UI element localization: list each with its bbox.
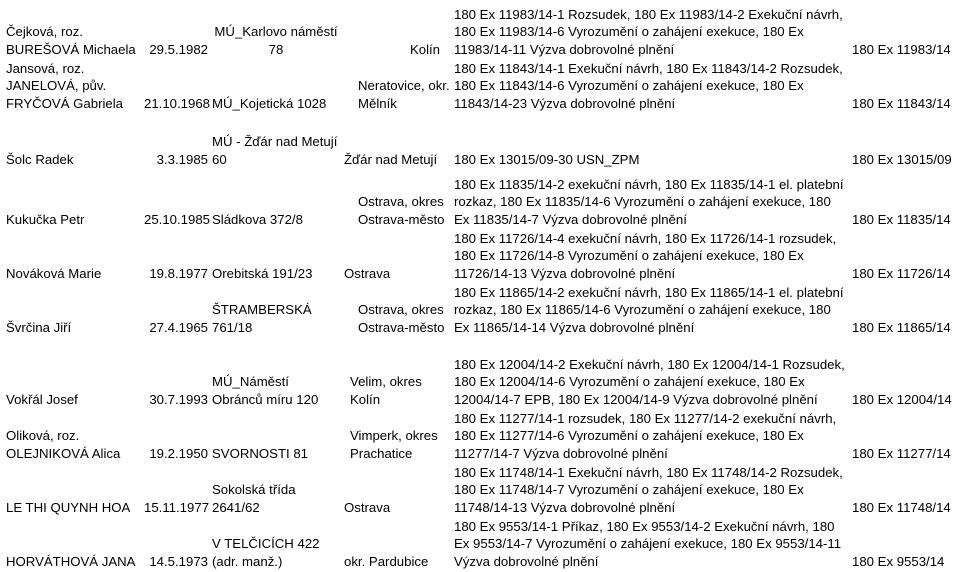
address: Orebitská 191/23 [212,265,313,281]
file-number: 180 Ex 11865/14 [852,319,951,335]
table-row [0,58,960,112]
debtor-name: HORVÁTHOVÁ JANA [6,553,136,569]
address: SVORNOSTI 81 [212,445,309,461]
table-row [0,336,960,408]
file-number: 180 Ex 11277/14 [852,445,951,461]
address: Sokolská třída 2641/62 [212,482,296,515]
city: Ostrava [344,265,391,281]
city: Ostrava, okres Ostrava-město [358,302,445,335]
execution-documents: 180 Ex 11726/14-4 exekuční návrh, 180 Ex 11726/14-1 rozsudek, 180 Ex 11726/14-8 Vyrozumění o zahájení exekuce, 180 Ex 11726/14-13 Výzva dobrovolné plnění [454,230,837,281]
debtor-name: LE THI QUYNH HOA [6,499,131,515]
file-number: 180 Ex 11726/14 [852,265,951,281]
table-row [0,408,960,462]
address: Sládkova 372/8 [212,211,303,227]
file-number: 180 Ex 13015/09 [852,151,952,167]
city: Ostrava [344,499,391,515]
table-row [0,174,960,228]
debtor-name: Kukučka Petr [6,211,85,227]
address: V TELČICÍCH 422 (adr. manž.) [212,536,320,569]
address: MÚ_Karlovo náměstí 78 [214,24,338,57]
execution-documents: 180 Ex 12004/14-2 Exekuční návrh, 180 Ex 12004/14-1 Rozsudek, 180 Ex 12004/14-6 Vyrozumění o zahájení exekuce, 180 Ex 12004/14-7 EPB, 180 Ex 12004/14-9 Výzva dobrovolné plnění [454,356,845,407]
execution-documents: 180 Ex 9553/14-1 Příkaz, 180 Ex 9553/14-2 Exekuční návrh, 180 Ex 9553/14-7 Vyrozumění o zahájení exekuce, 180 Ex 9553/14-11 Výzva dobrovolné plnění [454,518,842,569]
execution-documents: 180 Ex 13015/09-30 USN_ZPM [454,151,640,167]
execution-documents: 180 Ex 11983/14-1 Rozsudek, 180 Ex 11983/14-2 Exekuční návrh, 180 Ex 11983/14-6 Vyrozumění o zahájení exekuce, 180 Ex 11983/14-11 Výzva dobrovolné plnění [454,6,843,57]
table-row [0,130,960,168]
table-row [0,462,960,516]
file-number: 180 Ex 9553/14 [852,553,945,569]
birth-date: 25.10.1985 [144,211,210,227]
file-number: 180 Ex 11843/14 [852,95,951,111]
execution-documents: 180 Ex 11835/14-2 exekuční návrh, 180 Ex 11835/14-1 el. platební rozkaz, 180 Ex 11835/14-6 Vyrozumění o zahájení exekuce, 180 Ex 11835/14-7 Výzva dobrovolné plnění [454,176,844,227]
city: okr. Pardubice [344,553,429,569]
row-spacer [0,112,960,130]
birth-date: 29.5.1982 [149,41,208,57]
debtor-name: Vokřál Josef [6,391,78,407]
birth-date: 30.7.1993 [149,391,208,407]
execution-documents: 180 Ex 11865/14-2 exekuční návrh, 180 Ex 11865/14-1 el. platební rozkaz, 180 Ex 11865/14-6 Vyrozumění o zahájení exekuce, 180 Ex 11865/14-14 Výzva dobrovolné plnění [454,284,844,335]
debtor-name: Jansová, roz. JANELOVÁ, pův. FRYČOVÁ Gabriela [6,60,124,111]
address: MÚ - Žďár nad Metují 60 [212,134,338,167]
table-row [0,0,960,58]
debtor-name: Šolc Radek [6,151,74,167]
city: Vimperk, okres Prachatice [350,428,438,461]
city: Velim, okres Kolín [350,374,422,407]
debtor-name: Švrčina Jiří [6,319,72,335]
debtor-name: Nováková Marie [6,265,102,281]
debtor-name: Oliková, roz. OLEJNIKOVÁ Alica [6,428,121,461]
birth-date: 21.10.1968 [144,95,210,111]
file-number: 180 Ex 11835/14 [852,211,951,227]
table-row [0,516,960,570]
file-number: 180 Ex 11983/14 [852,41,951,57]
address: MÚ_Kojetická 1028 [212,95,327,111]
city: Kolín [409,41,440,57]
debtor-name: Čejková, roz. BUREŠOVÁ Michaela [6,24,136,57]
birth-date: 3.3.1985 [156,151,208,167]
execution-documents: 180 Ex 11748/14-1 Exekuční návrh, 180 Ex 11748/14-2 Rozsudek, 180 Ex 11748/14-7 Vyrozumění o zahájení exekuce, 180 Ex 11748/14-13 Výzva dobrovolné plnění [454,464,843,515]
table-row [0,228,960,282]
city: Ostrava, okres Ostrava-město [358,194,445,227]
birth-date: 15.11.1977 [144,499,210,515]
file-number: 180 Ex 12004/14 [852,391,952,407]
birth-date: 14.5.1973 [149,553,208,569]
birth-date: 19.2.1950 [149,445,208,461]
birth-date: 27.4.1965 [149,319,208,335]
address: ŠTRAMBERSKÁ 761/18 [212,302,312,335]
city: Neratovice, okr. Mělník [358,78,450,111]
address: MÚ_Náměstí Obránců míru 120 [212,374,319,407]
city: Žďár nad Metují [344,151,438,167]
file-number: 180 Ex 11748/14 [852,499,951,515]
execution-documents: 180 Ex 11277/14-1 rozsudek, 180 Ex 11277/14-2 exekuční návrh, 180 Ex 11277/14-6 Vyrozumění o zahájení exekuce, 180 Ex 11277/14-7 Výzva dobrovolné plnění [454,410,837,461]
execution-documents: 180 Ex 11843/14-1 Exekuční návrh, 180 Ex 11843/14-2 Rozsudek, 180 Ex 11843/14-6 Vyrozumění o zahájení exekuce, 180 Ex 11843/14-23 Výzva dobrovolné plnění [454,60,843,111]
birth-date: 19.8.1977 [149,265,208,281]
table-row [0,282,960,336]
